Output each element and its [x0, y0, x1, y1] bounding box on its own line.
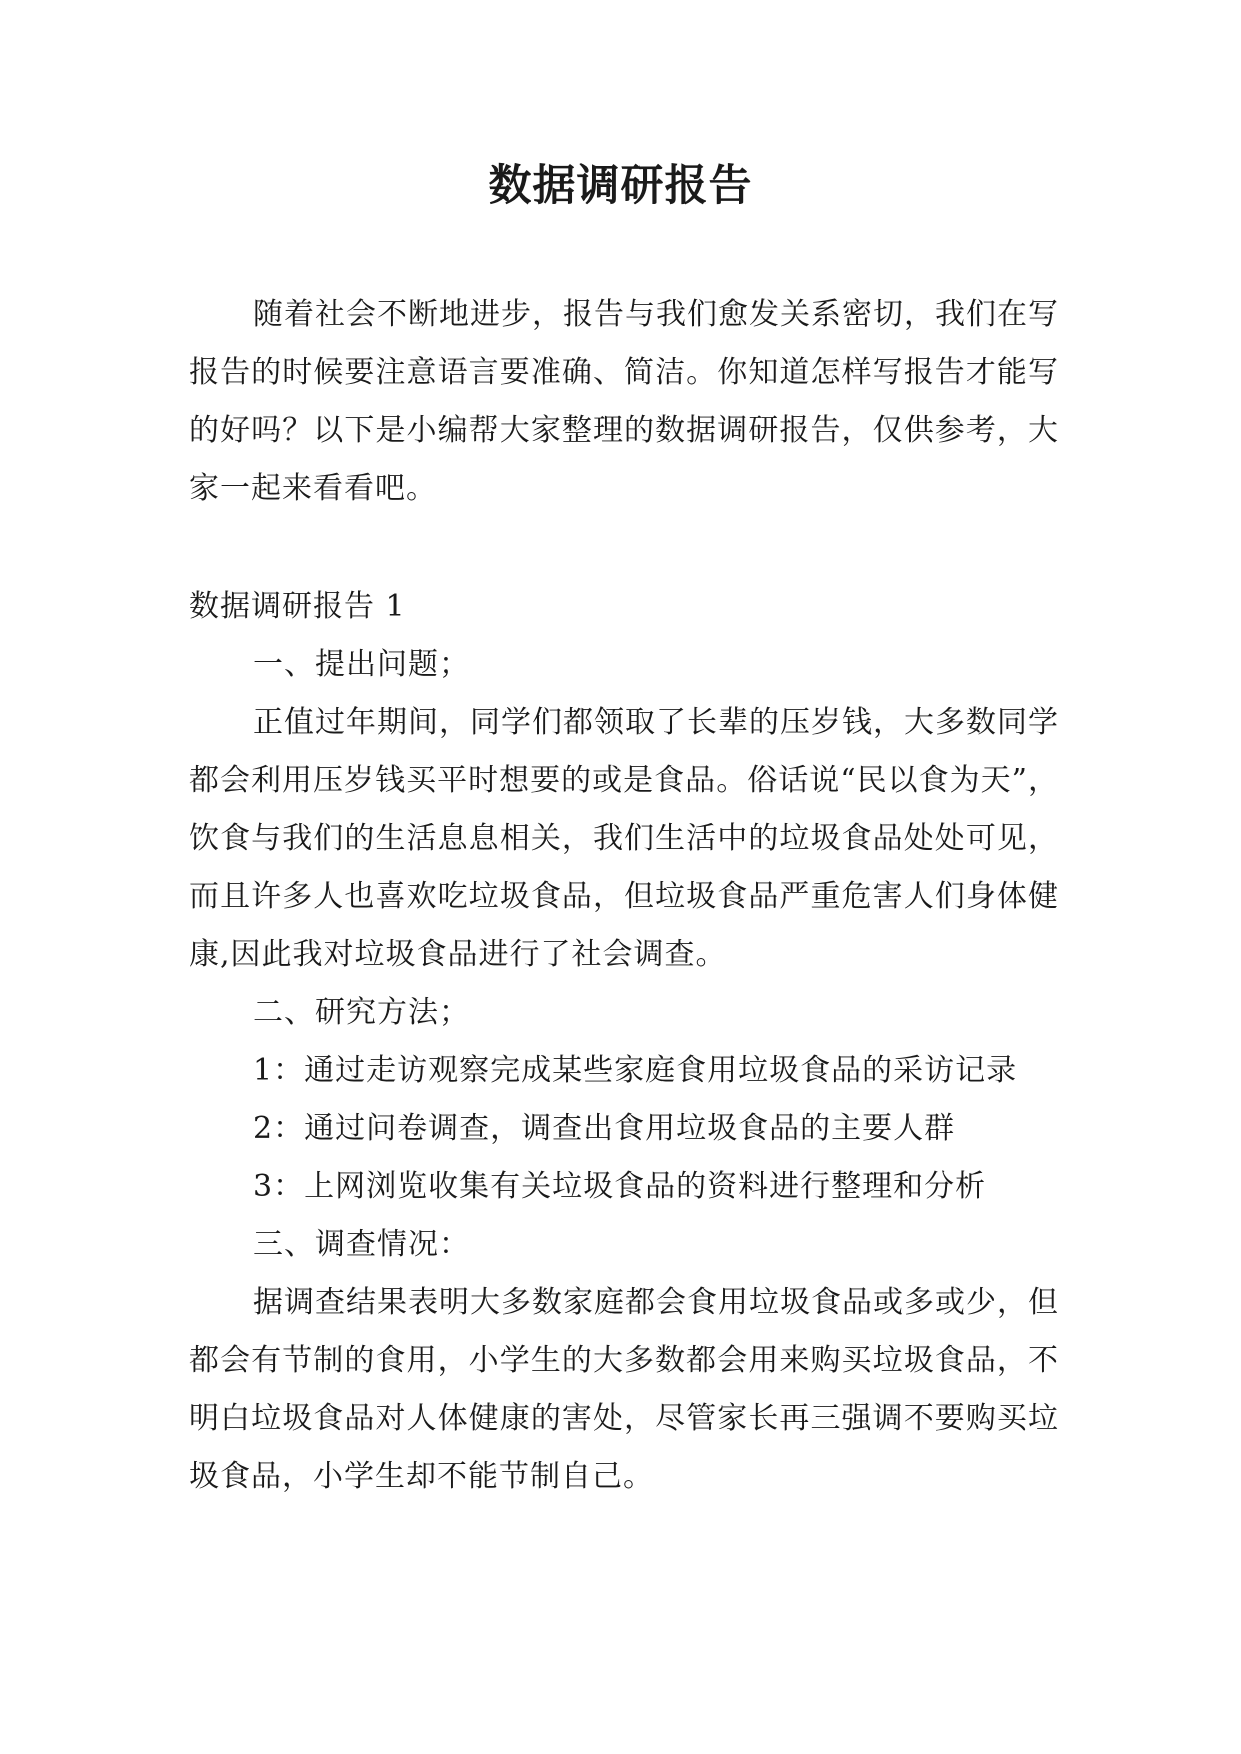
document-title: 数据调研报告 [488, 161, 753, 211]
method-item-1: 1：通过走访观察完成某些家庭食用垃圾食品的采访记录 [253, 1053, 1018, 1088]
subheading-problem: 一、提出问题； [253, 647, 470, 682]
paragraph-background: 正值过年期间，同学们都领取了长辈的压岁钱，大多数同学都会利用压岁钱买平时想要的或是食品。俗话说“民以食为天”，饮食与我们的生活息息相关，我们生活中的垃圾食品处处可见，而且许多人也喜欢吃垃圾食品，但垃圾食品严重危害人们身体健康,因此我对垃圾食品进行了社会调查。 [189, 705, 1059, 972]
method-item-2: 2：通过问卷调查，调查出食用垃圾食品的主要人群 [253, 1111, 956, 1146]
section-content [189, 636, 1059, 1506]
paragraph-findings: 据调查结果表明大多数家庭都会食用垃圾食品或多或少，但都会有节制的食用，小学生的大多数都会用来购买垃圾食品，不明白垃圾食品对人体健康的害处，尽管家长再三强调不要购买垃圾食品，小学生却不能节制自己。 [189, 1285, 1059, 1494]
subheading-method: 二、研究方法； [253, 995, 470, 1030]
intro-paragraph: 随着社会不断地进步，报告与我们愈发关系密切，我们在写报告的时候要注意语言要准确、简洁。你知道怎样写报告才能写的好吗？以下是小编帮大家整理的数据调研报告，仅供参考，大家一起来看看吧。 [189, 297, 1059, 506]
subheading-findings: 三、调查情况： [253, 1227, 470, 1262]
method-item-3: 3：上网浏览收集有关垃圾食品的资料进行整理和分析 [253, 1169, 987, 1204]
section-heading: 数据调研报告 1 [189, 589, 406, 624]
